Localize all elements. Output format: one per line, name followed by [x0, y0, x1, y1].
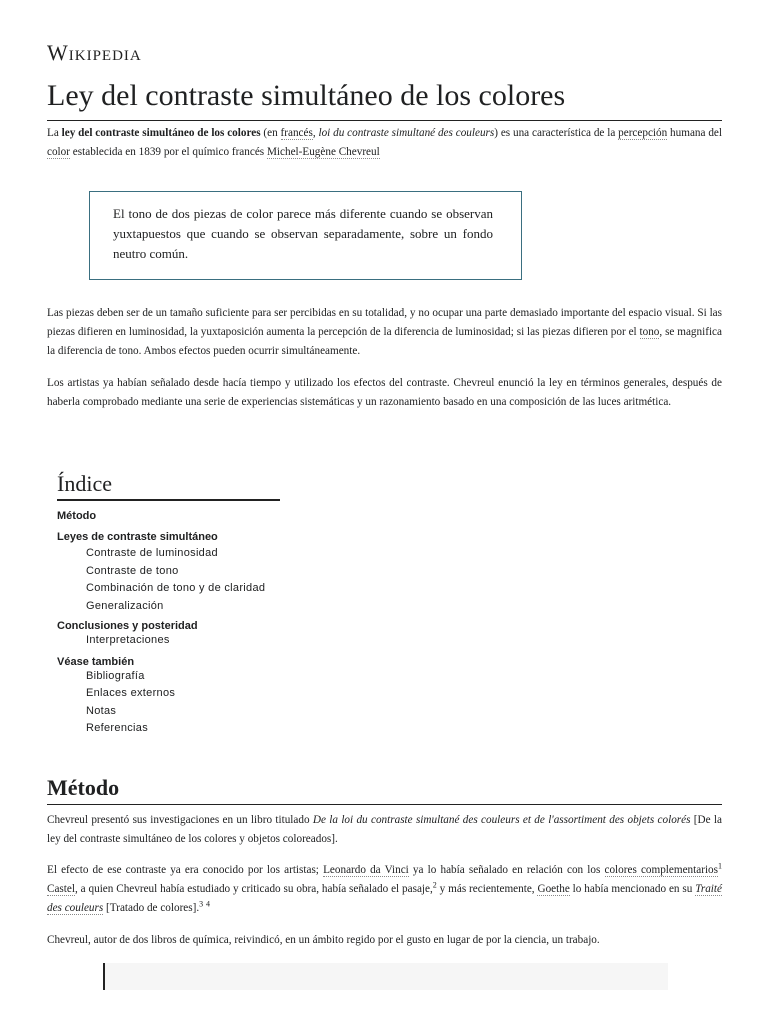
paragraph-chevreul-author [47, 931, 722, 950]
link-traite[interactable]: Traité des couleurs [47, 883, 722, 914]
link-goethe[interactable]: Goethe [537, 883, 570, 895]
link-chevreul[interactable]: Michel-Eugène Chevreul [266, 146, 380, 158]
paragraph-text: [Tratado de colores]. [103, 902, 200, 914]
paragraph-text: , a quien Chevreul había estudiado y criticado su obra, había señalado el pasaje, [74, 883, 433, 895]
toc-item-combinacion[interactable]: Combinación de tono y de claridad [86, 582, 266, 594]
paragraph-text: y más recientemente, [436, 883, 538, 895]
paragraph-effect [47, 861, 722, 918]
toc-item-vease[interactable]: Véase también [57, 655, 135, 668]
quote-box [89, 191, 522, 280]
paragraph-text: [De la ley del contraste simultáneo de los colores y objetos coloreados]. [47, 814, 722, 845]
link-complementarios[interactable]: colores complementarios [604, 864, 718, 876]
wikipedia-wordmark[interactable]: Wikipedia [47, 40, 142, 65]
intro-text: La [47, 127, 62, 139]
toc-item-interpretaciones[interactable]: Interpretaciones [86, 634, 170, 646]
intro-french-term: loi du contraste simultané des couleurs [318, 127, 495, 139]
quote-block-partial [103, 963, 668, 990]
intro-text: , [312, 127, 319, 139]
link-percepcion[interactable]: percepción [618, 127, 668, 139]
toc-item-bibliografia[interactable]: Bibliografía [86, 669, 145, 682]
link-castel[interactable]: Castel [47, 883, 75, 895]
intro-term: ley del contraste simultáneo de los colores [61, 127, 261, 139]
paragraph-text: ya lo había señalado en relación con los [408, 864, 605, 876]
table-of-contents [57, 506, 265, 738]
footnote-2[interactable]: 2 [432, 880, 437, 890]
paragraph-text: Chevreul presentó sus investigaciones en un libro titulado [47, 814, 313, 826]
footnote-1[interactable]: 1 [718, 861, 722, 871]
link-tono[interactable]: tono [639, 326, 660, 338]
paragraph-artists [47, 374, 722, 412]
toc-item-leyes[interactable]: Leyes de contraste simultáneo [57, 531, 218, 543]
quote-text: El tono de dos piezas de color parece más diferente cuando se observan yuxtapuestos que cuando se observan separadamente, sobre un fondo neutro común. [113, 206, 493, 261]
link-leonardo[interactable]: Leonardo da Vinci [323, 864, 409, 876]
intro-text: establecida en 1839 por el químico francés [70, 146, 267, 158]
toc-item-generalizacion[interactable]: Generalización [86, 599, 164, 612]
toc-item-referencias[interactable]: Referencias [86, 722, 148, 734]
paragraph-text: Las piezas deben ser de un tamaño suficiente para ser percibidas en su totalidad, y no ocupar una parte demasiado importante del espacio visual. Si las piezas difieren en luminosidad, la yuxtaposición aumenta la percepción de la diferencia de luminosidad; si las piezas difieren por el [47, 307, 722, 338]
section-heading-metodo: Método [47, 774, 722, 805]
intro-text: ) es una característica de la [494, 127, 619, 139]
toc-item-conclusiones[interactable]: Conclusiones y posteridad [57, 620, 198, 632]
paragraph-text: Chevreul, autor de dos libros de química, reivindicó, en un ámbito regido por el gusto en lugar de por la ciencia, un trabajo. [47, 934, 600, 946]
intro-text: humana del [667, 127, 722, 139]
toc-item-metodo[interactable]: Método [57, 510, 97, 522]
toc-item-contraste-luminosidad[interactable]: Contraste de luminosidad [86, 547, 218, 559]
paragraph-pieces [47, 304, 722, 361]
paragraph-text: lo había mencionado en su [569, 883, 696, 895]
footnote-3[interactable]: 3 [199, 899, 204, 909]
toc-item-enlaces[interactable]: Enlaces externos [86, 687, 176, 699]
footnote-4[interactable]: 4 [205, 899, 210, 909]
intro-paragraph [47, 124, 722, 162]
book-title: De la loi du contraste simultané des couleurs et de l'assortiment des objets colorés [312, 814, 691, 826]
link-frances[interactable]: francés [280, 127, 313, 139]
toc-title: Índice [57, 470, 280, 501]
paragraph-chevreul-book [47, 811, 722, 849]
paragraph-text: , se magnifica la diferencia de tono. Ambos efectos pueden ocurrir simultáneamente. [47, 326, 722, 357]
paragraph-text: Los artistas ya habían señalado desde hacía tiempo y utilizado los efectos del contraste. Chevreul enunció la ley en términos generales, después de haberla comprobado mediante una serie de experiencias sistemáticas y un razonamiento basado en una composición de las luces aritmética. [47, 377, 722, 408]
toc-item-contraste-tono[interactable]: Contraste de tono [86, 564, 179, 577]
page-title: Ley del contraste simultáneo de los colores [47, 78, 722, 121]
link-color[interactable]: color [47, 146, 70, 158]
intro-text: (en [260, 127, 281, 139]
toc-item-notas[interactable]: Notas [86, 704, 117, 717]
paragraph-text: El efecto de ese contraste ya era conocido por los artistas; [47, 864, 324, 876]
